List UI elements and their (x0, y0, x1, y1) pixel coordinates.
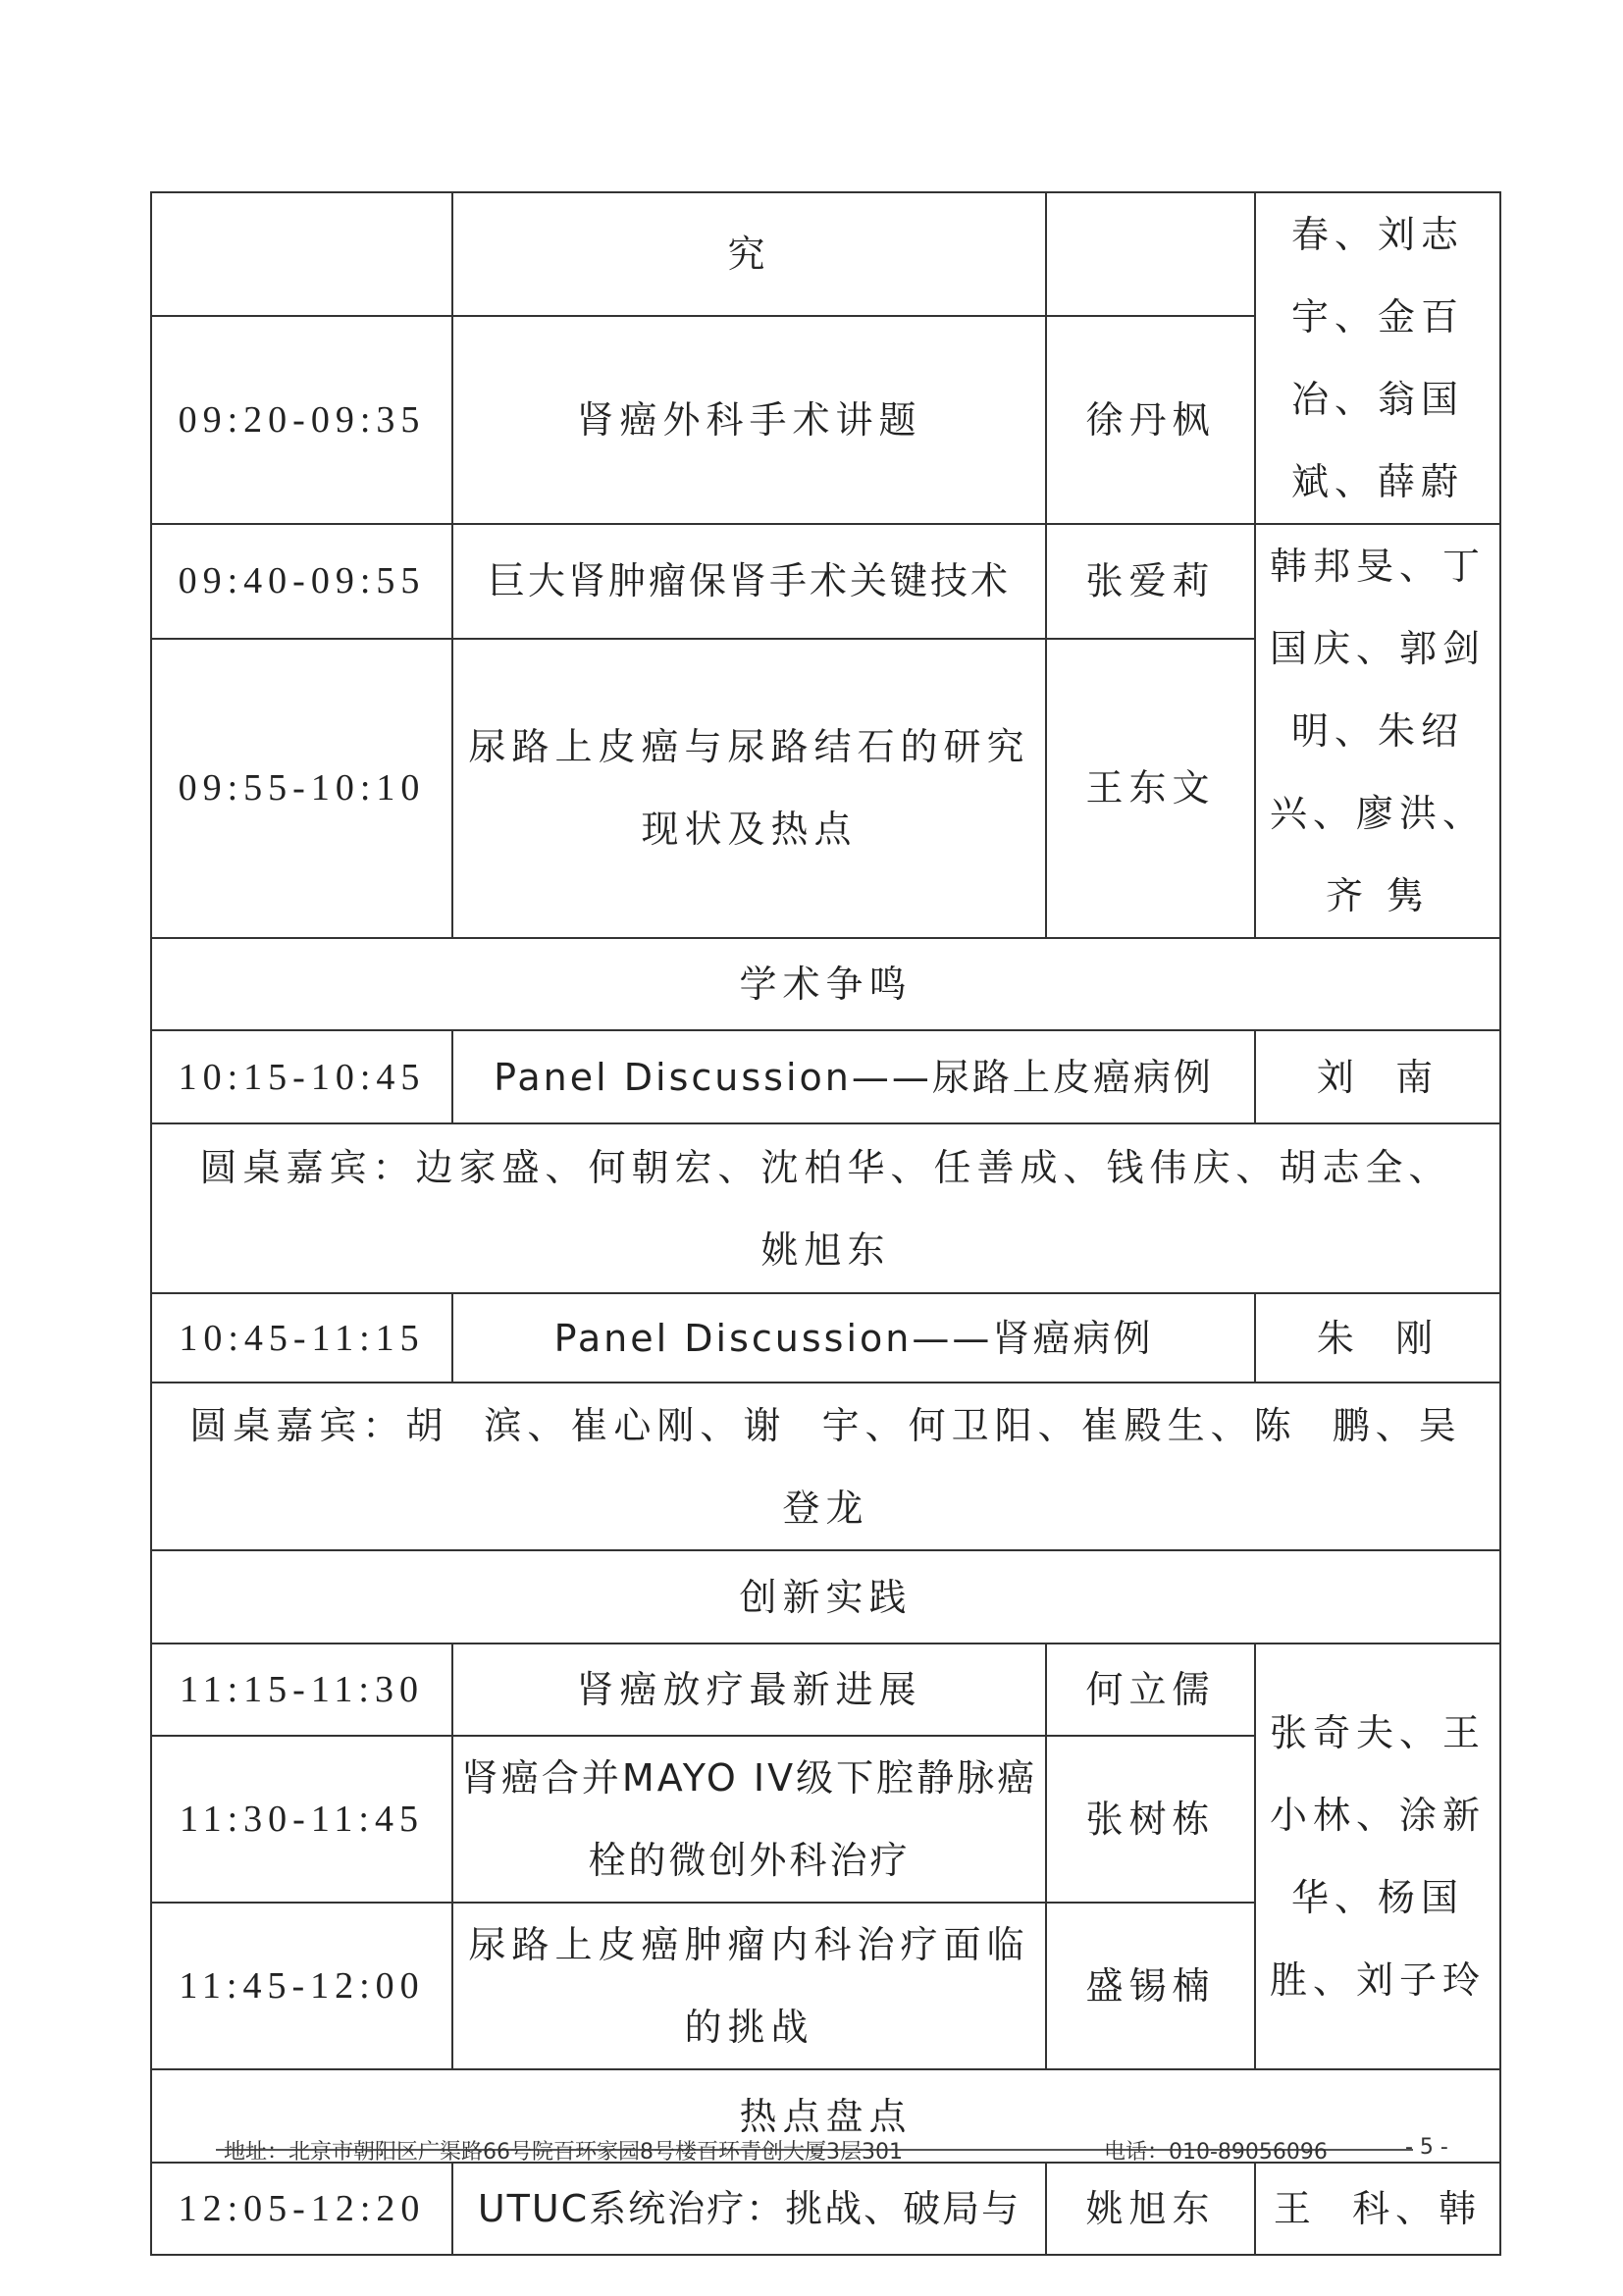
speaker-cell: 张树栋 (1046, 1736, 1255, 1903)
section-title: 创新实践 (151, 1550, 1500, 1644)
speaker-cell: 盛锡楠 (1046, 1903, 1255, 2069)
topic-cell: Panel Discussion——尿路上皮癌病例 (452, 1030, 1255, 1123)
speaker-cell: 王东文 (1046, 639, 1255, 938)
speaker-cell (1046, 192, 1255, 316)
time-cell: 10:45-11:15 (151, 1293, 452, 1383)
topic-cell: 尿路上皮癌与尿路结石的研究现状及热点 (452, 639, 1046, 938)
moderator-cell: 韩邦旻、丁国庆、郭剑明、朱绍兴、廖洪、齐 隽 (1255, 524, 1500, 938)
time-cell: 09:20-09:35 (151, 316, 452, 524)
table-row (151, 1030, 1500, 1123)
table-row (151, 1293, 1500, 1383)
topic-cell: Panel Discussion——肾癌病例 (452, 1293, 1255, 1383)
table-row (151, 2163, 1500, 2255)
footer-address: 地址：北京市朝阳区广渠路66号院百环家园8号楼百环青创大厦3层301 (224, 2140, 903, 2165)
speaker-cell: 徐丹枫 (1046, 316, 1255, 524)
time-cell (151, 192, 452, 316)
moderator-cell: 王 科、韩 (1255, 2163, 1500, 2255)
moderator-cell: 春、刘志宇、金百冶、翁国斌、薛蔚 (1255, 192, 1500, 524)
topic-cell: UTUC系统治疗：挑战、破局与 (452, 2163, 1046, 2255)
topic-cell: 肾癌合并MAYO IV级下腔静脉癌栓的微创外科治疗 (452, 1736, 1046, 1903)
speaker-cell: 何立儒 (1046, 1644, 1255, 1736)
schedule-table (150, 191, 1501, 2256)
time-cell: 10:15-10:45 (151, 1030, 452, 1123)
topic-cell: 究 (452, 192, 1046, 316)
guests-row (151, 1383, 1500, 1550)
topic-cell: 肾癌放疗最新进展 (452, 1644, 1046, 1736)
speaker-cell: 张爱莉 (1046, 524, 1255, 639)
table-row (151, 524, 1500, 639)
table-row (151, 1644, 1500, 1736)
topic-cell: 巨大肾肿瘤保肾手术关键技术 (452, 524, 1046, 639)
time-cell: 11:15-11:30 (151, 1644, 452, 1736)
guests-cell: 圆桌嘉宾：胡 滨、崔心刚、谢 宇、何卫阳、崔殿生、陈 鹏、吴登龙 (151, 1383, 1500, 1550)
page-number: - 5 - (1405, 2135, 1448, 2160)
section-title: 学术争鸣 (151, 938, 1500, 1030)
time-cell: 11:30-11:45 (151, 1736, 452, 1903)
table-row (151, 192, 1500, 316)
time-cell: 11:45-12:00 (151, 1903, 452, 2069)
time-cell: 09:55-10:10 (151, 639, 452, 938)
guests-row (151, 1123, 1500, 1293)
section-title: 热点盘点 (151, 2069, 1500, 2163)
speaker-cell: 刘 南 (1255, 1030, 1500, 1123)
topic-cell: 尿路上皮癌肿瘤内科治疗面临的挑战 (452, 1903, 1046, 2069)
speaker-cell: 朱 刚 (1255, 1293, 1500, 1383)
time-cell: 12:05-12:20 (151, 2163, 452, 2255)
section-row (151, 1550, 1500, 1644)
topic-cell: 肾癌外科手术讲题 (452, 316, 1046, 524)
section-row (151, 938, 1500, 1030)
time-cell: 09:40-09:55 (151, 524, 452, 639)
footer-phone: 电话：010-89056096 (1104, 2140, 1328, 2165)
moderator-cell: 张奇夫、王小林、涂新华、杨国胜、刘子玲 (1255, 1644, 1500, 2069)
guests-cell: 圆桌嘉宾：边家盛、何朝宏、沈柏华、任善成、钱伟庆、胡志全、姚旭东 (151, 1123, 1500, 1293)
speaker-cell: 姚旭东 (1046, 2163, 1255, 2255)
